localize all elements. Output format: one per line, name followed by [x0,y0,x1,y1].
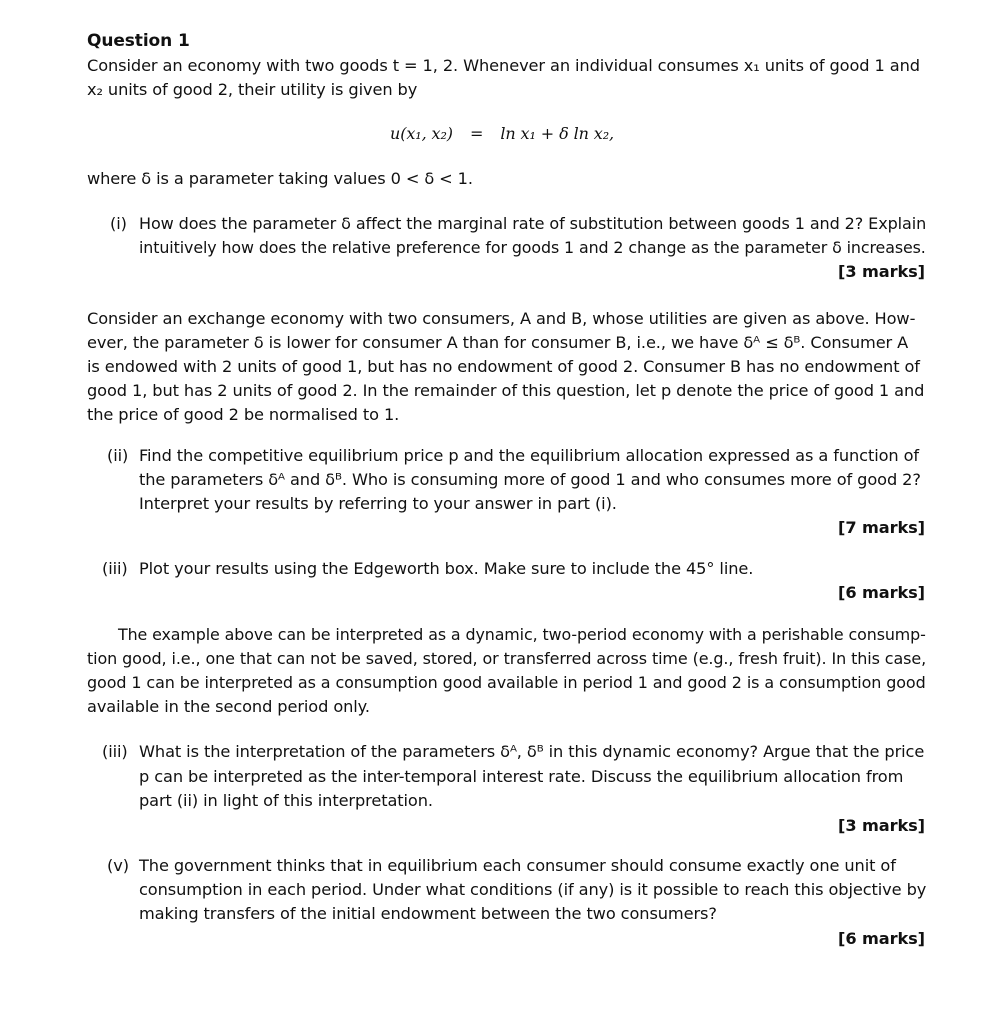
exchange-line-1: Consider an exchange economy with two consumers, A and B, whose utilities are given as above. How- [87,309,916,328]
delta-range: where δ is a parameter taking values 0 < δ < 1. [87,169,473,188]
part-ii-line-1: Find the competitive equilibrium price p and the equilibrium allocation expressed as a function of [139,446,920,465]
part-iii-line-1: Plot your results using the Edgeworth box. Make sure to include the 45° line. [139,559,754,578]
part-iii-b-line-3: part (ii) in light of this interpretation. [139,791,433,810]
intro-line-1: Consider an economy with two goods t = 1, 2. Whenever an individual consumes x₁ units of good 1 and [87,56,920,75]
exchange-line-5: the price of good 2 be normalised to 1. [87,405,400,424]
utility-lhs: u(x₁, x₂) [390,124,453,143]
part-i-line-2: intuitively how does the relative preference for goods 1 and 2 change as the parameter δ increases. [139,238,926,257]
part-ii-line-3: Interpret your results by referring to your answer in part (i). [139,494,617,513]
part-v-line-3: making transfers of the initial endowment between the two consumers? [139,904,717,923]
exchange-line-4: good 1, but has 2 units of good 2. In the remainder of this question, let p denote the price of good 1 and [87,381,925,400]
part-ii-marks: [7 marks] [838,518,925,537]
part-iii-b-label: (iii) [102,742,128,761]
utility-equation [390,123,614,145]
dynamic-line-2: tion good, i.e., one that can not be saved, stored, or transferred across time (e.g., fresh fruit). In this case, [87,649,927,668]
intro-line-2: x₂ units of good 2, their utility is given by [87,80,418,99]
question-title: Question 1 [87,31,190,51]
part-v-marks: [6 marks] [838,929,925,948]
part-i-label: (i) [110,214,127,233]
utility-equals: = [469,124,484,143]
part-i-line-1: How does the parameter δ affect the marginal rate of substitution between goods 1 and 2? Explain [139,214,927,233]
part-v-line-1: The government thinks that in equilibrium each consumer should consume exactly one unit of [139,856,896,875]
exchange-line-3: is endowed with 2 units of good 1, but has no endowment of good 2. Consumer B has no endowment of [87,357,920,376]
utility-rhs: ln x₁ + δ ln x₂, [500,124,615,143]
dynamic-line-1: The example above can be interpreted as a dynamic, two-period economy with a perishable consump- [118,625,926,644]
dynamic-line-3: good 1 can be interpreted as a consumption good available in period 1 and good 2 is a consumption good [87,673,926,692]
dynamic-line-4: available in the second period only. [87,697,370,716]
part-iii-b-marks: [3 marks] [838,816,925,835]
part-i-marks: [3 marks] [838,262,925,281]
part-v-line-2: consumption in each period. Under what conditions (if any) is it possible to reach this objective by [139,880,927,899]
part-v-label: (v) [107,856,129,875]
part-iii-label: (iii) [102,559,128,578]
part-ii-line-2: the parameters δᴬ and δᴮ. Who is consuming more of good 1 and who consumes more of good 2? [139,470,921,489]
part-ii-label: (ii) [107,446,129,465]
part-iii-b-line-1: What is the interpretation of the parameters δᴬ, δᴮ in this dynamic economy? Argue that the price [139,742,925,761]
part-iii-marks: [6 marks] [838,583,925,602]
exchange-line-2: ever, the parameter δ is lower for consumer A than for consumer B, i.e., we have δᴬ ≤ δᴮ. Consumer A [87,333,909,352]
part-iii-b-line-2: p can be interpreted as the inter-temporal interest rate. Discuss the equilibrium allocation from [139,767,904,786]
